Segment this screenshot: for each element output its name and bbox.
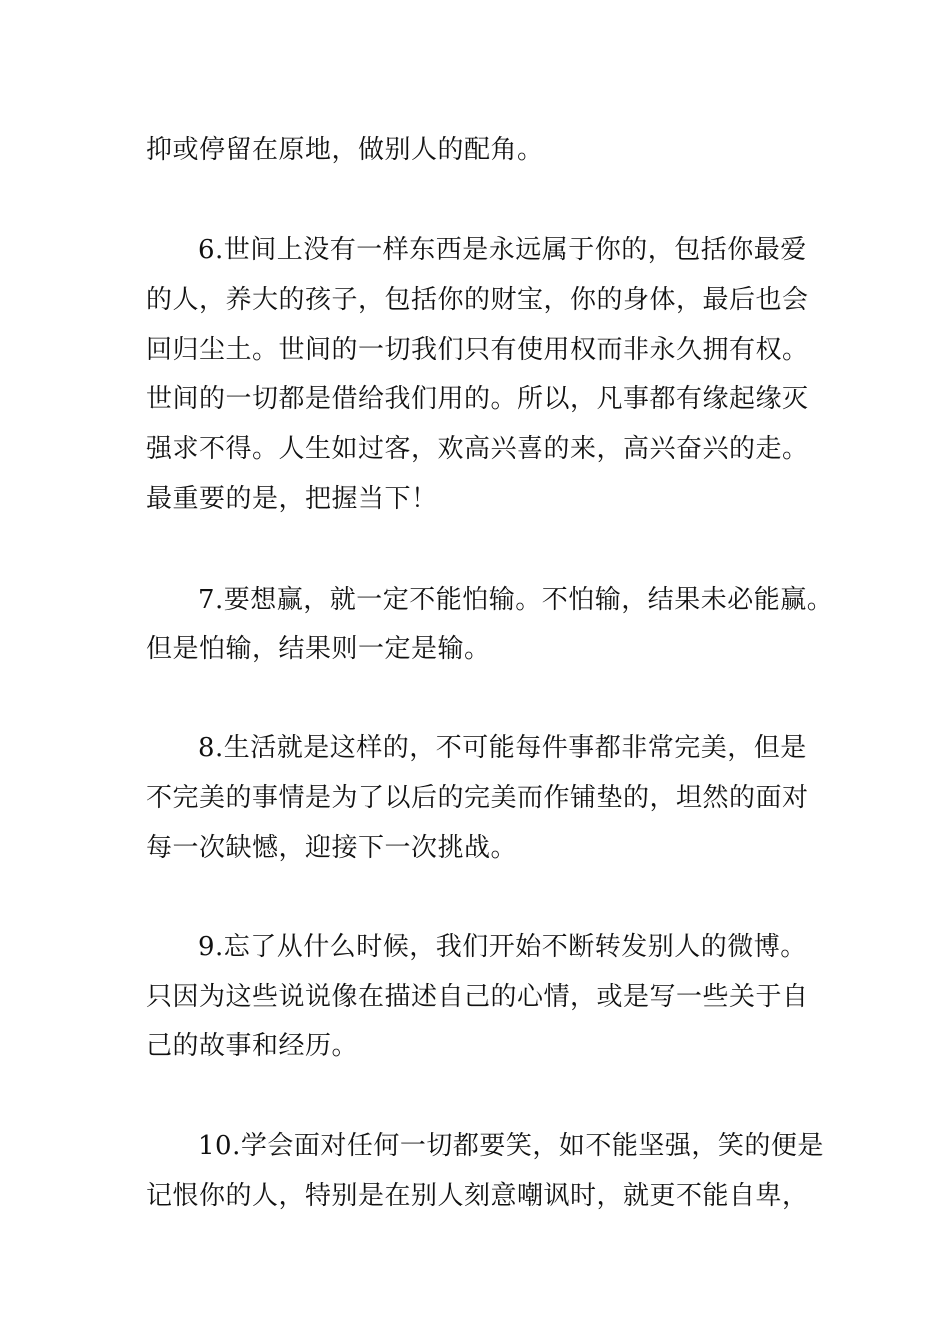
text-line: 回归尘土。世间的一切我们只有使用权而非永久拥有权。	[146, 335, 809, 365]
text-line: 9.忘了从什么时候，我们开始不断转发别人的微博。	[198, 932, 807, 962]
text-line: 每一次缺憾，迎接下一次挑战。	[146, 833, 518, 863]
text-line: 记恨你的人，特别是在别人刻意嘲讽时，就更不能自卑，	[146, 1181, 809, 1211]
text-line: 世间的一切都是借给我们用的。所以，凡事都有缘起缘灭	[146, 384, 809, 414]
text-line: 7.要想赢，就一定不能怕输。不怕输，结果未必能赢。	[198, 585, 834, 615]
text-line: 的人，养大的孩子，包括你的财宝，你的身体，最后也会	[146, 285, 809, 315]
text-line: 只因为这些说说像在描述自己的心情，或是写一些关于自	[146, 982, 809, 1012]
text-line: 强求不得。人生如过客，欢高兴喜的来，高兴奋兴的走。	[146, 434, 809, 464]
text-line: 6.世间上没有一样东西是永远属于你的，包括你最爱	[198, 235, 807, 265]
text-line: 10.学会面对任何一切都要笑，如不能坚强，笑的便是	[198, 1131, 824, 1161]
text-line: 不完美的事情是为了以后的完美而作铺垫的，坦然的面对	[146, 783, 809, 813]
text-line: 8.生活就是这样的，不可能每件事都非常完美，但是	[198, 733, 807, 763]
text-line: 己的故事和经历。	[146, 1031, 359, 1061]
text-line: 抑或停留在原地，做别人的配角。	[146, 135, 544, 165]
text-line: 最重要的是，把握当下！	[146, 484, 438, 514]
text-line: 但是怕输，结果则一定是输。	[146, 634, 491, 664]
